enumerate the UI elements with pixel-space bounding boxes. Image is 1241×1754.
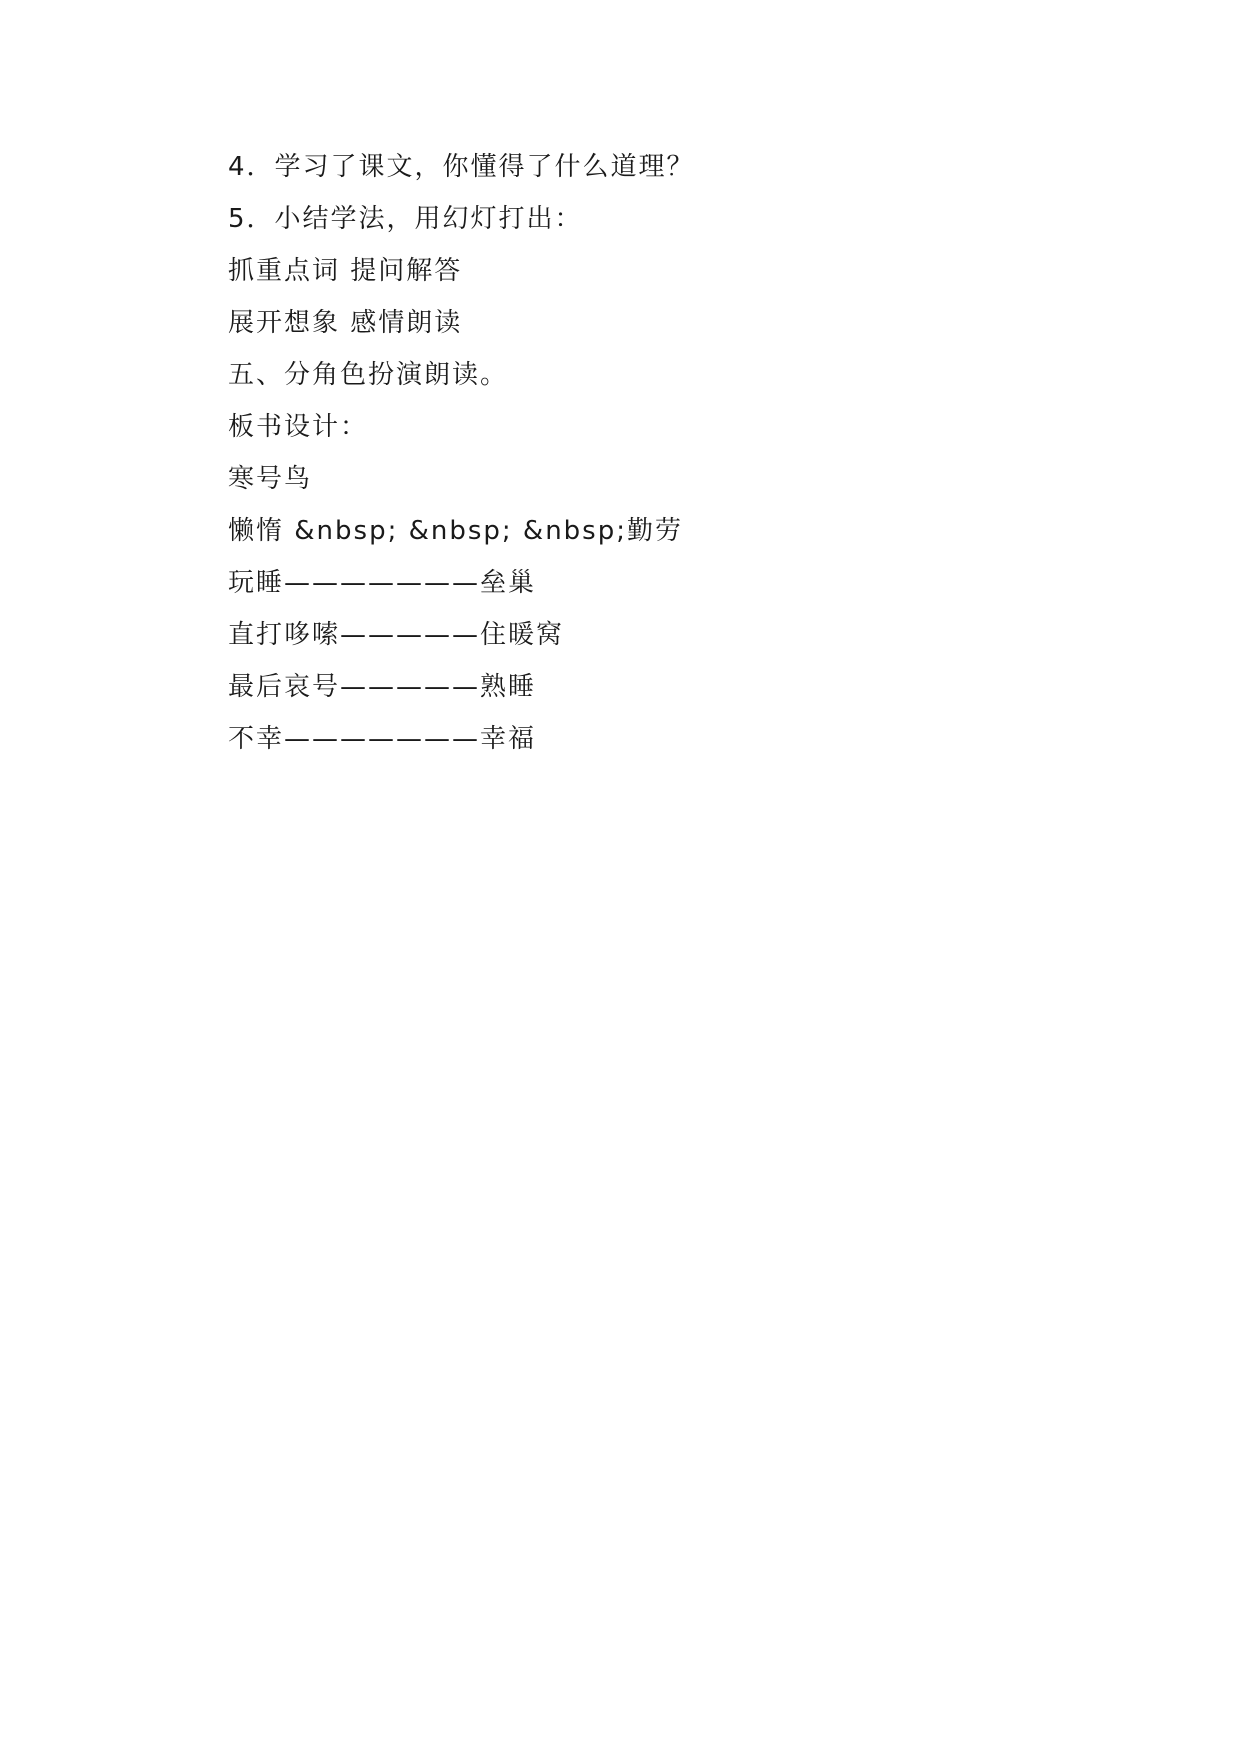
summary-line: 5．小结学法，用幻灯打出：	[228, 204, 583, 234]
board-line: 懒惰 &nbsp; &nbsp; &nbsp;勤劳	[228, 516, 683, 546]
board-line: 不幸———————幸福	[228, 724, 537, 754]
board-line: 最后哀号—————熟睡	[228, 672, 537, 702]
method-line: 抓重点词 提问解答	[228, 256, 463, 286]
document-body	[228, 141, 1128, 765]
board-design-heading: 板书设计：	[228, 412, 369, 442]
board-title: 寒号鸟	[228, 464, 313, 494]
section-heading: 五、分角色扮演朗读。	[228, 360, 509, 390]
method-line: 展开想象 感情朗读	[228, 308, 463, 338]
board-line: 直打哆嗦—————住暖窝	[228, 620, 565, 650]
board-line: 玩睡———————垒巢	[228, 568, 537, 598]
question-line: 4．学习了课文，你懂得了什么道理？	[228, 152, 695, 182]
